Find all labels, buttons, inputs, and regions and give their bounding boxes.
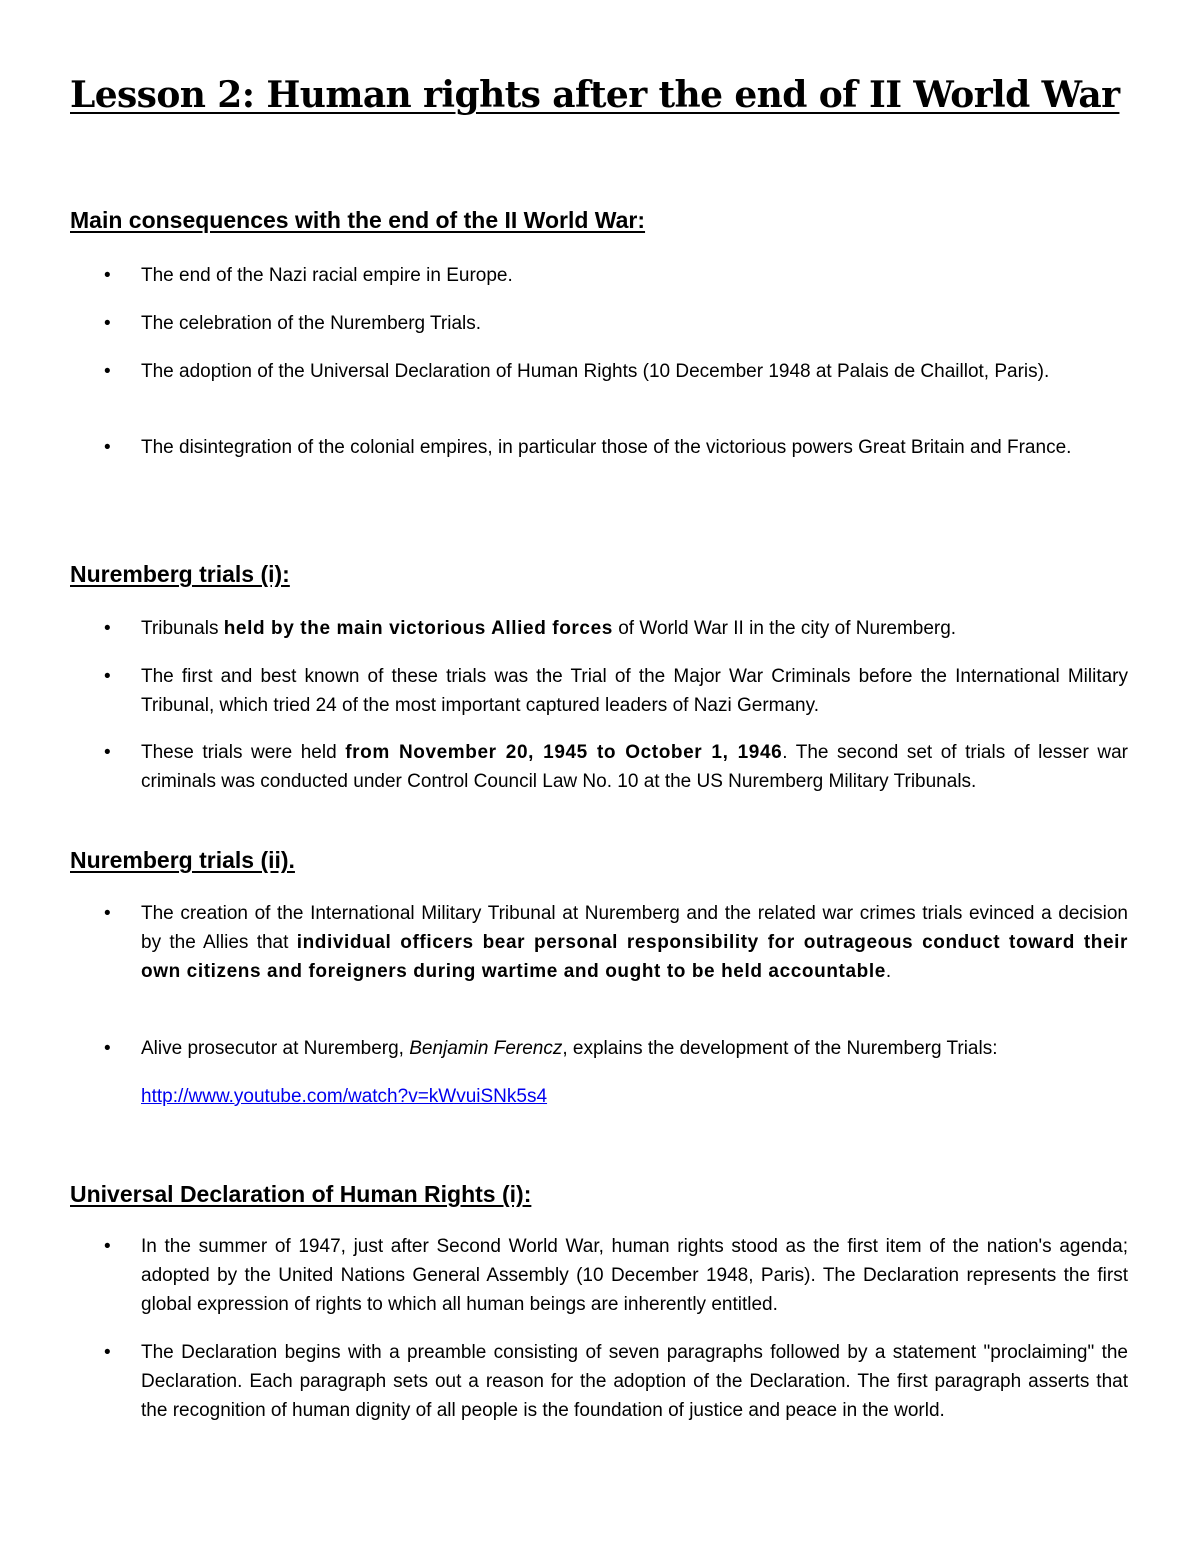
item-bold-text: from November 20, 1945 to October 1, 1946 xyxy=(345,742,783,763)
list-item xyxy=(141,738,1128,796)
item-text: Alive prosecutor at Nuremberg, xyxy=(141,1038,410,1059)
list-item: The end of the Nazi racial empire in Europe. xyxy=(141,265,513,286)
bullet-icon: • xyxy=(104,313,111,334)
bullet-icon: • xyxy=(104,618,111,639)
item-italic-text: Benjamin Ferencz xyxy=(409,1038,563,1059)
bullet-icon: • xyxy=(104,1342,111,1363)
youtube-link[interactable]: http://www.youtube.com/watch?v=kWvuiSNk5s4 xyxy=(141,1086,548,1107)
list-item xyxy=(141,1034,1128,1063)
list-item: The celebration of the Nuremberg Trials. xyxy=(141,313,482,334)
section-heading-udhr-1: Universal Declaration of Human Rights (i): xyxy=(70,1181,532,1207)
bullet-icon: • xyxy=(104,1236,111,1257)
bullet-icon: • xyxy=(104,437,111,458)
item-text: Tribunals xyxy=(141,618,224,639)
list-item xyxy=(141,614,1128,643)
item-text: These trials were held xyxy=(141,742,346,763)
item-bold-text: held by the main victorious Allied forces xyxy=(223,618,613,639)
list-item xyxy=(141,899,1128,986)
item-text: of World War II in the city of Nuremberg. xyxy=(612,618,957,639)
item-bold-text: individual officers bear personal responsibility for outrageous conduct toward their own citizens and foreigners during wartime and ought to be held accountable xyxy=(141,932,1128,982)
item-text: . The second set of trials of lesser war criminals was conducted under Control Council Law No. 10 at the US Nuremberg Military Tribunals. xyxy=(141,742,1128,792)
bullet-icon: • xyxy=(104,1038,111,1059)
page-title: Lesson 2: Human rights after the end of II World War xyxy=(70,74,1120,116)
list-item: The Declaration begins with a preamble consisting of seven paragraphs followed by a statement "proclaiming" the Declaration. Each paragraph sets out a reason for the adoption of the Declaration. The first paragraph asserts that the recognition of human dignity of all people is the foundation of justice and peace in the world. xyxy=(141,1342,1128,1421)
list-item: The first and best known of these trials was the Trial of the Major War Criminals before the International Military Tribunal, which tried 24 of the most important captured leaders of Nazi Germany. xyxy=(141,666,1128,716)
bullet-icon: • xyxy=(104,742,111,763)
list-item: The adoption of the Universal Declaration of Human Rights (10 December 1948 at Palais de Chaillot, Paris). xyxy=(141,361,1050,382)
bullet-icon: • xyxy=(104,903,111,924)
bullet-icon: • xyxy=(104,265,111,286)
list-item: In the summer of 1947, just after Second World War, human rights stood as the first item of the nation's agenda; adopted by the United Nations General Assembly (10 December 1948, Paris). The Declaration represents the first global expression of rights to which all human beings are inherently entitled. xyxy=(141,1236,1128,1315)
section-heading-nuremberg-1: Nuremberg trials (i): xyxy=(70,561,290,587)
item-text: . xyxy=(885,961,892,982)
section-heading-nuremberg-2: Nuremberg trials (ii). xyxy=(70,847,295,873)
section-heading-consequences: Main consequences with the end of the II World War: xyxy=(70,207,646,233)
bullet-icon: • xyxy=(104,666,111,687)
item-text: The creation of the International Military Tribunal at Nuremberg and the related war crimes trials evinced a decision by the Allies that xyxy=(141,903,1128,953)
item-text: , explains the development of the Nuremberg Trials: xyxy=(562,1038,998,1059)
list-item: The disintegration of the colonial empires, in particular those of the victorious powers Great Britain and France. xyxy=(141,437,1072,458)
bullet-icon: • xyxy=(104,361,111,382)
